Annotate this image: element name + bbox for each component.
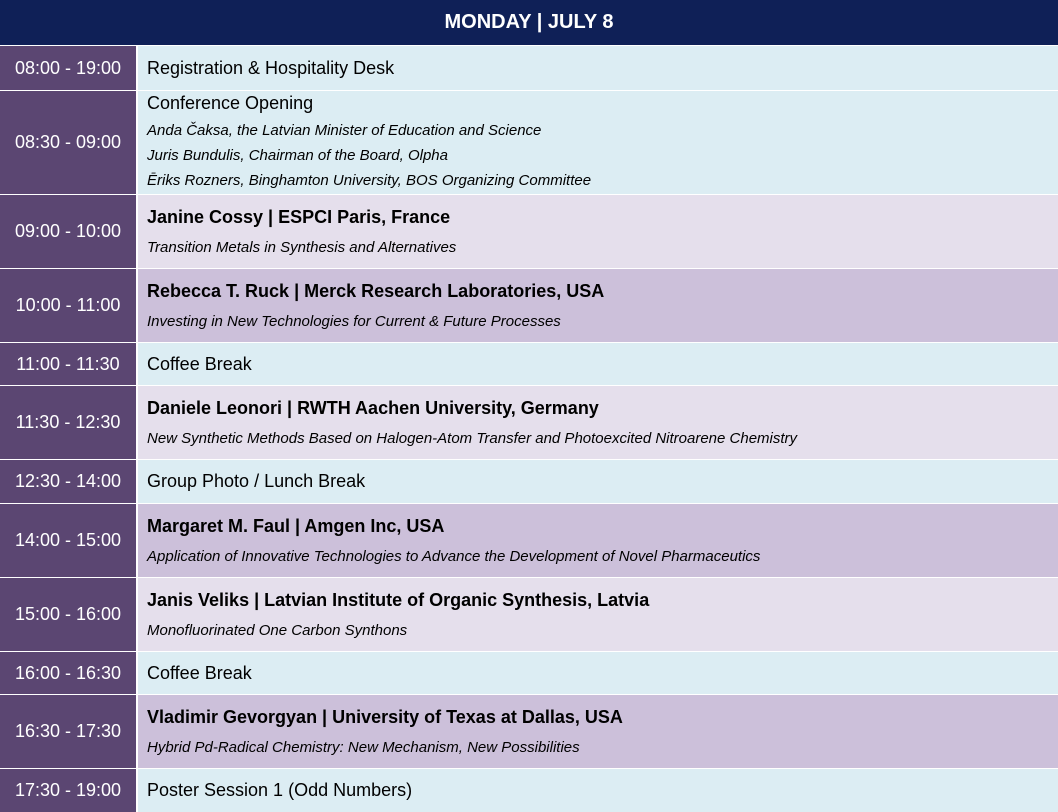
time-slot: 16:00 - 16:30 — [0, 652, 138, 694]
time-slot: 08:30 - 09:00 — [0, 91, 138, 194]
session-title: Registration & Hospitality Desk — [147, 57, 395, 78]
schedule-row — [0, 578, 1058, 652]
time-slot: 10:00 - 11:00 — [0, 269, 138, 342]
schedule-row — [0, 386, 1058, 460]
session-content — [138, 46, 1058, 90]
time-slot: 11:00 - 11:30 — [0, 343, 138, 385]
schedule-row — [0, 504, 1058, 578]
day-title: MONDAY | JULY 8 — [444, 11, 614, 33]
session-title: Coffee Break — [147, 662, 252, 683]
talk-title: New Synthetic Methods Based on Halogen-Atom Transfer and Photoexcited Nitroarene Chemistry — [147, 430, 798, 447]
schedule-row — [0, 91, 1058, 195]
speaker-title: Daniele Leonori | RWTH Aachen University, Germany — [147, 398, 599, 418]
session-content — [138, 695, 1058, 768]
time-slot: 16:30 - 17:30 — [0, 695, 138, 768]
session-title: Poster Session 1 (Odd Numbers) — [147, 780, 413, 800]
speaker-title: Vladimir Gevorgyan | University of Texas at Dallas, USA — [147, 707, 623, 727]
opening-speaker: Ēriks Rozners, Binghamton University, BOS Organizing Committee — [147, 171, 592, 189]
session-content — [138, 91, 1058, 194]
time-slot: 11:30 - 12:30 — [0, 386, 138, 459]
time-slot: 08:00 - 19:00 — [0, 46, 138, 90]
schedule-row — [0, 269, 1058, 343]
opening-speaker: Juris Bundulis, Chairman of the Board, Olpha — [147, 146, 448, 164]
schedule-row — [0, 769, 1058, 812]
schedule-row — [0, 46, 1058, 91]
session-content — [138, 195, 1058, 268]
session-title: Group Photo / Lunch Break — [147, 471, 366, 491]
schedule-row — [0, 460, 1058, 504]
speaker-title: Margaret M. Faul | Amgen Inc, USA — [147, 516, 445, 536]
session-content — [138, 269, 1058, 342]
time-slot: 15:00 - 16:00 — [0, 578, 138, 651]
schedule-row — [0, 695, 1058, 769]
talk-title: Transition Metals in Synthesis and Alternatives — [147, 239, 457, 256]
talk-title: Hybrid Pd-Radical Chemistry: New Mechanism, New Possibilities — [147, 739, 580, 756]
time-slot: 17:30 - 19:00 — [0, 769, 138, 812]
talk-title: Monofluorinated One Carbon Synthons — [147, 622, 408, 639]
schedule-row — [0, 652, 1058, 695]
session-content — [138, 578, 1058, 651]
opening-speaker: Anda Čaksa, the Latvian Minister of Education and Science — [147, 121, 542, 139]
speaker-title: Janine Cossy | ESPCI Paris, France — [147, 207, 451, 227]
session-content — [138, 386, 1058, 459]
session-content — [138, 652, 1058, 694]
talk-title: Investing in New Technologies for Current & Future Processes — [147, 313, 561, 330]
session-content — [138, 504, 1058, 577]
schedule-row — [0, 343, 1058, 386]
day-header — [0, 0, 1058, 46]
schedule-row — [0, 195, 1058, 269]
talk-title: Application of Innovative Technologies to Advance the Development of Novel Pharmaceutics — [147, 548, 761, 565]
time-slot: 09:00 - 10:00 — [0, 195, 138, 268]
speaker-title: Janis Veliks | Latvian Institute of Organic Synthesis, Latvia — [147, 590, 650, 610]
session-title: Conference Opening — [147, 92, 314, 113]
session-content — [138, 343, 1058, 385]
session-content — [138, 769, 1058, 812]
speaker-title: Rebecca T. Ruck | Merck Research Laboratories, USA — [147, 281, 605, 301]
session-title: Coffee Break — [147, 353, 252, 374]
time-slot: 12:30 - 14:00 — [0, 460, 138, 503]
time-slot: 14:00 - 15:00 — [0, 504, 138, 577]
session-content — [138, 460, 1058, 503]
